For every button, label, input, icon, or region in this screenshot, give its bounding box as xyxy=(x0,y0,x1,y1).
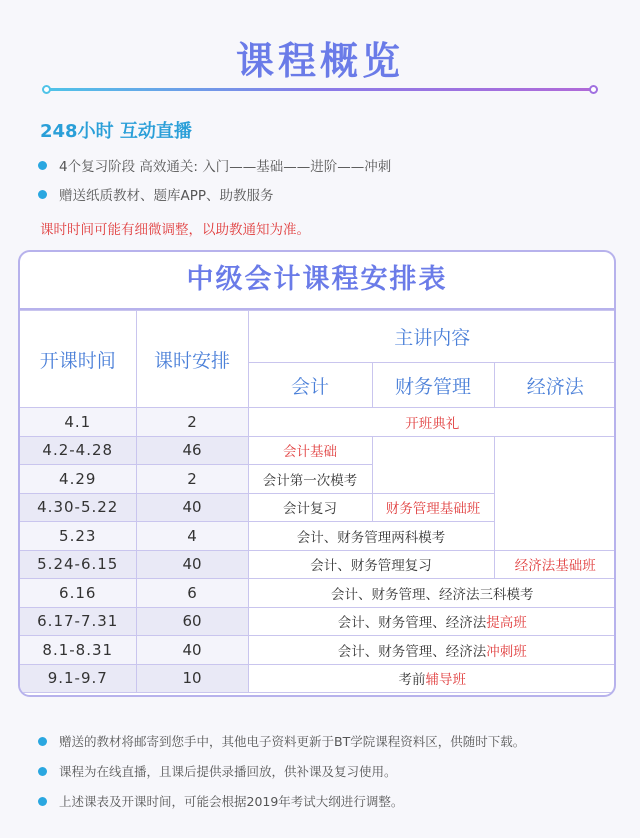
row-content-accounting: 会计复习 xyxy=(248,493,372,522)
subject-finance: 财务管理 xyxy=(372,363,494,408)
row-content-law-empty xyxy=(494,436,616,550)
row-hours: 4 xyxy=(136,522,248,551)
schedule-table-card xyxy=(18,250,616,697)
bullet-dot-icon xyxy=(38,797,47,806)
subject-accounting: 会计 xyxy=(248,363,372,408)
schedule-notice: 课时时间可能有细微调整，以助教通知为准。 xyxy=(40,222,310,238)
divider-dot-right xyxy=(589,85,598,94)
table-row xyxy=(20,607,616,636)
row-hours: 60 xyxy=(136,607,248,636)
row-date: 4.1 xyxy=(20,408,136,437)
row-content-all xyxy=(248,664,616,693)
row-hours: 2 xyxy=(136,408,248,437)
row-date: 4.29 xyxy=(20,465,136,494)
row-hours: 10 xyxy=(136,664,248,693)
table-header-row xyxy=(20,311,616,363)
row-hours: 46 xyxy=(136,436,248,465)
row-hours: 40 xyxy=(136,493,248,522)
row-date: 4.2-4.28 xyxy=(20,436,136,465)
table-row xyxy=(20,579,616,608)
footer-text: 课程为在线直播，且课后提供录播回放，供补课及复习使用。 xyxy=(59,764,397,779)
row-date: 6.17-7.31 xyxy=(20,607,136,636)
row-content-accounting: 会计基础 xyxy=(248,436,372,465)
row-content-accounting: 会计第一次模考 xyxy=(248,465,372,494)
col-header-time: 开课时间 xyxy=(20,311,136,408)
pre-exam-text: 考前 xyxy=(398,672,426,689)
row-content-finance: 财务管理基础班 xyxy=(372,493,494,522)
row-content-all xyxy=(248,636,616,665)
table-title: 中级会计课程安排表 xyxy=(20,252,614,310)
row-date: 8.1-8.31 xyxy=(20,636,136,665)
row-hours: 40 xyxy=(136,636,248,665)
divider-dot-left xyxy=(42,85,51,94)
row-date: 5.24-6.15 xyxy=(20,550,136,579)
subjects-text: 会计、财务管理、经济法 xyxy=(337,615,487,632)
subject-law: 经济法 xyxy=(494,363,616,408)
feature-text: 赠送纸质教材、题库APP、助教服务 xyxy=(59,188,274,204)
row-content-law: 经济法基础班 xyxy=(494,550,616,579)
bullet-dot-icon xyxy=(38,190,47,199)
page-title: 课程概览 xyxy=(235,39,404,83)
feature-text: 4个复习阶段 高效通关: 入门——基础——进阶——冲刺 xyxy=(59,159,392,175)
row-content-finance-empty xyxy=(372,436,494,493)
subjects-text: 会计、财务管理、经济法 xyxy=(337,643,487,660)
feature-bullet xyxy=(38,184,274,204)
table-row xyxy=(20,636,616,665)
title-divider xyxy=(48,88,592,91)
table-row xyxy=(20,408,616,437)
bullet-dot-icon xyxy=(38,767,47,776)
row-content-two-subjects: 会计、财务管理两科模考 xyxy=(248,522,494,551)
footer-note xyxy=(38,792,403,810)
row-date: 6.16 xyxy=(20,579,136,608)
row-content-all xyxy=(248,607,616,636)
footer-note xyxy=(38,732,525,750)
row-date: 5.23 xyxy=(20,522,136,551)
table-row xyxy=(20,550,616,579)
row-content: 开班典礼 xyxy=(248,408,616,437)
bullet-dot-icon xyxy=(38,737,47,746)
row-content-two-subjects: 会计、财务管理复习 xyxy=(248,550,494,579)
bullet-dot-icon xyxy=(38,161,47,170)
row-date: 9.1-9.7 xyxy=(20,664,136,693)
table-row xyxy=(20,436,616,465)
schedule-table xyxy=(20,310,616,693)
class-type: 提高班 xyxy=(486,615,527,632)
table-row xyxy=(20,664,616,693)
footer-note xyxy=(38,762,397,780)
row-content-all: 会计、财务管理、经济法三科模考 xyxy=(248,579,616,608)
footer-text: 上述课表及开课时间，可能会根据2019年考试大纲进行调整。 xyxy=(59,794,404,809)
footer-text: 赠送的教材将邮寄到您手中，其他电子资料更新于BT学院课程资料区，供随时下载。 xyxy=(59,734,526,749)
row-hours: 6 xyxy=(136,579,248,608)
class-type: 冲刺班 xyxy=(486,643,527,660)
feature-bullet xyxy=(38,155,391,175)
row-hours: 40 xyxy=(136,550,248,579)
row-hours: 2 xyxy=(136,465,248,494)
row-date: 4.30-5.22 xyxy=(20,493,136,522)
total-hours: 248小时 互动直播 xyxy=(40,121,192,142)
class-type: 辅导班 xyxy=(425,672,466,689)
col-header-hours: 课时安排 xyxy=(136,311,248,408)
col-header-content: 主讲内容 xyxy=(248,311,616,363)
